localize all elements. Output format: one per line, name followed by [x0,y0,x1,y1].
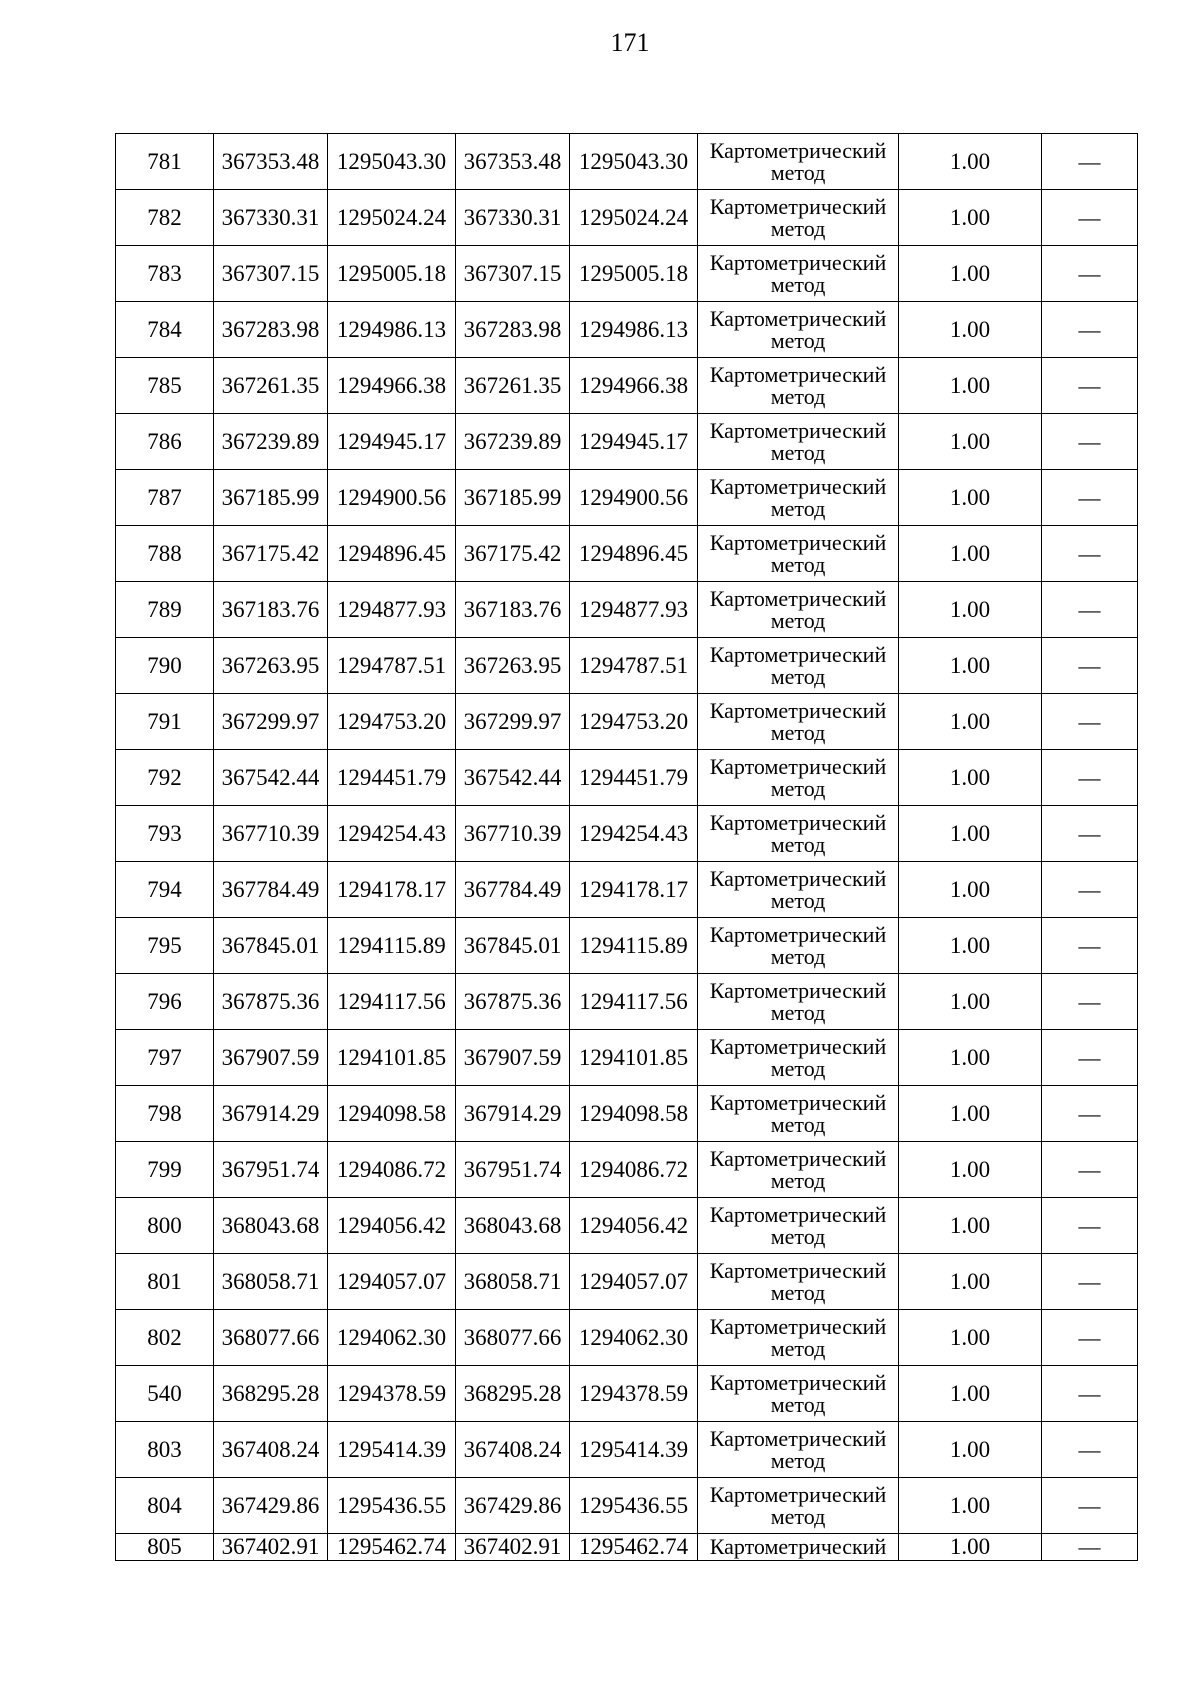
table-row [116,1030,1138,1086]
point-number-cell: 797 [116,1030,214,1086]
note-cell: — [1042,526,1138,582]
x-coordinate-cell: 367845.01 [214,918,328,974]
y-coordinate-cell: 1294115.89 [328,918,456,974]
note-cell: — [1042,302,1138,358]
note-cell: — [1042,806,1138,862]
y-coordinate-cell: 1294451.79 [570,750,698,806]
x-coordinate-cell: 367307.15 [456,246,570,302]
accuracy-cell: 1.00 [899,694,1042,750]
x-coordinate-cell: 368058.71 [456,1254,570,1310]
x-coordinate-cell: 368295.28 [214,1366,328,1422]
table-row [116,806,1138,862]
table-body [116,134,1138,1561]
table-row [116,862,1138,918]
note-cell: — [1042,1422,1138,1478]
note-cell: — [1042,694,1138,750]
method-cell [698,1534,899,1561]
method-cell [698,1254,899,1310]
x-coordinate-cell: 367875.36 [456,974,570,1030]
method-cell [698,1478,899,1534]
x-coordinate-cell: 367283.98 [214,302,328,358]
y-coordinate-cell: 1294117.56 [570,974,698,1030]
note-cell: — [1042,1534,1138,1561]
x-coordinate-cell: 367299.97 [456,694,570,750]
point-number-cell: 789 [116,582,214,638]
point-number-cell: 804 [116,1478,214,1534]
method-cell [698,1422,899,1478]
table-row [116,974,1138,1030]
y-coordinate-cell: 1294945.17 [570,414,698,470]
note-cell: — [1042,1366,1138,1422]
note-cell: — [1042,1030,1138,1086]
note-cell: — [1042,470,1138,526]
point-number-cell: 791 [116,694,214,750]
point-number-cell: 785 [116,358,214,414]
method-line2: метод [770,1112,826,1137]
method-line2: метод [770,328,826,353]
table-row [116,358,1138,414]
point-number-cell: 801 [116,1254,214,1310]
x-coordinate-cell: 368043.68 [456,1198,570,1254]
note-cell: — [1042,358,1138,414]
point-number-cell: 783 [116,246,214,302]
y-coordinate-cell: 1294896.45 [570,526,698,582]
x-coordinate-cell: 367175.42 [214,526,328,582]
method-cell [698,1030,899,1086]
x-coordinate-cell: 367914.29 [214,1086,328,1142]
method-line1: Картометрический [709,362,887,387]
y-coordinate-cell: 1295043.30 [328,134,456,190]
table-row [116,1310,1138,1366]
accuracy-cell: 1.00 [899,190,1042,246]
x-coordinate-cell: 367402.91 [214,1534,328,1561]
accuracy-cell: 1.00 [899,414,1042,470]
note-cell: — [1042,638,1138,694]
note-cell: — [1042,134,1138,190]
x-coordinate-cell: 367239.89 [214,414,328,470]
point-number-cell: 800 [116,1198,214,1254]
x-coordinate-cell: 367845.01 [456,918,570,974]
point-number-cell: 796 [116,974,214,1030]
method-line1: Картометрический [709,306,887,331]
accuracy-cell: 1.00 [899,246,1042,302]
note-cell: — [1042,1478,1138,1534]
method-line1: Картометрический [709,418,887,443]
method-cell [698,526,899,582]
method-line2: метод [770,1000,826,1025]
y-coordinate-cell: 1295043.30 [570,134,698,190]
point-number-cell: 782 [116,190,214,246]
method-line2: метод [770,1168,826,1193]
method-line2: метод [770,1448,826,1473]
method-cell [698,974,899,1030]
point-number-cell: 794 [116,862,214,918]
table-row [116,246,1138,302]
y-coordinate-cell: 1294966.38 [570,358,698,414]
y-coordinate-cell: 1294753.20 [570,694,698,750]
method-line1: Картометрический [709,250,887,275]
method-line2: метод [770,160,826,185]
accuracy-cell: 1.00 [899,862,1042,918]
method-line1: Картометрический [709,1034,887,1059]
accuracy-cell: 1.00 [899,358,1042,414]
method-cell [698,302,899,358]
method-line2: метод [770,384,826,409]
y-coordinate-cell: 1294056.42 [570,1198,698,1254]
point-number-cell: 781 [116,134,214,190]
y-coordinate-cell: 1295462.74 [328,1534,456,1561]
method-line1: Картометрический [709,1534,887,1559]
page-number: 171 [610,28,650,57]
x-coordinate-cell: 367907.59 [214,1030,328,1086]
method-line1: Картометрический [709,474,887,499]
y-coordinate-cell: 1294062.30 [570,1310,698,1366]
method-line2: метод [770,944,826,969]
y-coordinate-cell: 1294787.51 [570,638,698,694]
x-coordinate-cell: 367185.99 [456,470,570,526]
method-line1: Картометрический [709,1426,887,1451]
method-line2: метод [770,832,826,857]
y-coordinate-cell: 1295436.55 [570,1478,698,1534]
method-cell [698,246,899,302]
coordinates-table [115,133,1138,1561]
table-row [116,414,1138,470]
y-coordinate-cell: 1294877.93 [570,582,698,638]
y-coordinate-cell: 1295414.39 [570,1422,698,1478]
method-line2: метод [770,720,826,745]
x-coordinate-cell: 367330.31 [456,190,570,246]
accuracy-cell: 1.00 [899,974,1042,1030]
y-coordinate-cell: 1294896.45 [328,526,456,582]
method-line2: метод [770,888,826,913]
table-row [116,526,1138,582]
method-line2: метод [770,1504,826,1529]
y-coordinate-cell: 1294086.72 [570,1142,698,1198]
y-coordinate-cell: 1294062.30 [328,1310,456,1366]
table-row [116,1422,1138,1478]
method-line1: Картометрический [709,810,887,835]
accuracy-cell: 1.00 [899,1366,1042,1422]
y-coordinate-cell: 1295436.55 [328,1478,456,1534]
method-cell [698,190,899,246]
y-coordinate-cell: 1294378.59 [570,1366,698,1422]
table-row [116,1254,1138,1310]
x-coordinate-cell: 368043.68 [214,1198,328,1254]
method-cell [698,1366,899,1422]
method-line2: метод [770,1280,826,1305]
x-coordinate-cell: 367784.49 [456,862,570,918]
x-coordinate-cell: 367263.95 [214,638,328,694]
y-coordinate-cell: 1295024.24 [570,190,698,246]
y-coordinate-cell: 1294451.79 [328,750,456,806]
accuracy-cell: 1.00 [899,918,1042,974]
method-line1: Картометрический [709,586,887,611]
accuracy-cell: 1.00 [899,1086,1042,1142]
method-cell [698,750,899,806]
y-coordinate-cell: 1295414.39 [328,1422,456,1478]
table-row [116,1142,1138,1198]
x-coordinate-cell: 367402.91 [456,1534,570,1561]
x-coordinate-cell: 367185.99 [214,470,328,526]
method-line1: Картометрический [709,530,887,555]
accuracy-cell: 1.00 [899,1254,1042,1310]
accuracy-cell: 1.00 [899,526,1042,582]
y-coordinate-cell: 1294900.56 [570,470,698,526]
method-line2: метод [770,1056,826,1081]
accuracy-cell: 1.00 [899,1534,1042,1561]
point-number-cell: 790 [116,638,214,694]
x-coordinate-cell: 367307.15 [214,246,328,302]
y-coordinate-cell: 1294098.58 [328,1086,456,1142]
accuracy-cell: 1.00 [899,134,1042,190]
method-line2: метод [770,1224,826,1249]
note-cell: — [1042,1310,1138,1366]
method-line1: Картометрический [709,1202,887,1227]
y-coordinate-cell: 1295005.18 [570,246,698,302]
method-line1: Картометрический [709,1258,887,1283]
method-line1: Картометрический [709,1090,887,1115]
point-number-cell: 805 [116,1534,214,1561]
x-coordinate-cell: 367330.31 [214,190,328,246]
table-row [116,1478,1138,1534]
method-cell [698,918,899,974]
method-line1: Картометрический [709,866,887,891]
table-row [116,750,1138,806]
method-line1: Картометрический [709,642,887,667]
accuracy-cell: 1.00 [899,750,1042,806]
x-coordinate-cell: 367353.48 [456,134,570,190]
y-coordinate-cell: 1294101.85 [328,1030,456,1086]
method-line2: метод [770,664,826,689]
table-row [116,582,1138,638]
point-number-cell: 784 [116,302,214,358]
x-coordinate-cell: 367951.74 [456,1142,570,1198]
table-row [116,1086,1138,1142]
y-coordinate-cell: 1294057.07 [328,1254,456,1310]
x-coordinate-cell: 367239.89 [456,414,570,470]
note-cell: — [1042,246,1138,302]
y-coordinate-cell: 1294254.43 [570,806,698,862]
point-number-cell: 798 [116,1086,214,1142]
table-row [116,134,1138,190]
method-cell [698,862,899,918]
note-cell: — [1042,974,1138,1030]
y-coordinate-cell: 1294787.51 [328,638,456,694]
method-cell [698,806,899,862]
x-coordinate-cell: 367951.74 [214,1142,328,1198]
x-coordinate-cell: 368295.28 [456,1366,570,1422]
table-row [116,190,1138,246]
method-cell [698,1086,899,1142]
note-cell: — [1042,750,1138,806]
y-coordinate-cell: 1294877.93 [328,582,456,638]
point-number-cell: 788 [116,526,214,582]
y-coordinate-cell: 1294086.72 [328,1142,456,1198]
accuracy-cell: 1.00 [899,582,1042,638]
note-cell: — [1042,190,1138,246]
accuracy-cell: 1.00 [899,638,1042,694]
method-cell [698,694,899,750]
y-coordinate-cell: 1294057.07 [570,1254,698,1310]
method-line1: Картометрический [709,754,887,779]
y-coordinate-cell: 1294056.42 [328,1198,456,1254]
x-coordinate-cell: 367784.49 [214,862,328,918]
method-line2: метод [770,440,826,465]
point-number-cell: 793 [116,806,214,862]
y-coordinate-cell: 1294101.85 [570,1030,698,1086]
method-line1: Картометрический [709,194,887,219]
table-row [116,302,1138,358]
table-row [116,1366,1138,1422]
method-cell [698,1142,899,1198]
y-coordinate-cell: 1294178.17 [328,862,456,918]
method-line2: метод [770,552,826,577]
accuracy-cell: 1.00 [899,1198,1042,1254]
method-cell [698,1198,899,1254]
accuracy-cell: 1.00 [899,470,1042,526]
table-row [116,470,1138,526]
x-coordinate-cell: 367261.35 [214,358,328,414]
x-coordinate-cell: 368077.66 [456,1310,570,1366]
x-coordinate-cell: 367914.29 [456,1086,570,1142]
note-cell: — [1042,1198,1138,1254]
method-cell [698,358,899,414]
x-coordinate-cell: 367183.76 [214,582,328,638]
point-number-cell: 803 [116,1422,214,1478]
point-number-cell: 795 [116,918,214,974]
x-coordinate-cell: 367408.24 [214,1422,328,1478]
note-cell: — [1042,1086,1138,1142]
method-cell [698,638,899,694]
x-coordinate-cell: 368077.66 [214,1310,328,1366]
y-coordinate-cell: 1294753.20 [328,694,456,750]
method-line2: метод [770,608,826,633]
table-row [116,1198,1138,1254]
x-coordinate-cell: 367907.59 [456,1030,570,1086]
method-cell [698,470,899,526]
accuracy-cell: 1.00 [899,1478,1042,1534]
y-coordinate-cell: 1294986.13 [570,302,698,358]
table-row [116,694,1138,750]
method-line2: метод [770,1336,826,1361]
method-line1: Картометрический [709,1314,887,1339]
x-coordinate-cell: 367875.36 [214,974,328,1030]
x-coordinate-cell: 367542.44 [214,750,328,806]
y-coordinate-cell: 1294986.13 [328,302,456,358]
method-line2: метод [770,1392,826,1417]
accuracy-cell: 1.00 [899,806,1042,862]
method-line1: Картометрический [709,1370,887,1395]
x-coordinate-cell: 367542.44 [456,750,570,806]
y-coordinate-cell: 1294117.56 [328,974,456,1030]
accuracy-cell: 1.00 [899,1142,1042,1198]
method-line1: Картометрический [709,138,887,163]
table-row [116,918,1138,974]
method-cell [698,134,899,190]
y-coordinate-cell: 1295005.18 [328,246,456,302]
x-coordinate-cell: 367353.48 [214,134,328,190]
method-line1: Картометрический [709,1482,887,1507]
x-coordinate-cell: 367183.76 [456,582,570,638]
note-cell: — [1042,1254,1138,1310]
x-coordinate-cell: 367261.35 [456,358,570,414]
y-coordinate-cell: 1294378.59 [328,1366,456,1422]
x-coordinate-cell: 368058.71 [214,1254,328,1310]
method-line2: метод [770,272,826,297]
method-cell [698,1310,899,1366]
accuracy-cell: 1.00 [899,1030,1042,1086]
method-line1: Картометрический [709,698,887,723]
method-line2: метод [770,776,826,801]
y-coordinate-cell: 1295462.74 [570,1534,698,1561]
x-coordinate-cell: 367710.39 [214,806,328,862]
y-coordinate-cell: 1294945.17 [328,414,456,470]
note-cell: — [1042,918,1138,974]
y-coordinate-cell: 1294254.43 [328,806,456,862]
y-coordinate-cell: 1294900.56 [328,470,456,526]
x-coordinate-cell: 367710.39 [456,806,570,862]
accuracy-cell: 1.00 [899,1310,1042,1366]
table-row [116,638,1138,694]
x-coordinate-cell: 367429.86 [214,1478,328,1534]
note-cell: — [1042,1142,1138,1198]
method-line1: Картометрический [709,978,887,1003]
point-number-cell: 786 [116,414,214,470]
point-number-cell: 792 [116,750,214,806]
point-number-cell: 802 [116,1310,214,1366]
y-coordinate-cell: 1295024.24 [328,190,456,246]
x-coordinate-cell: 367429.86 [456,1478,570,1534]
method-cell [698,414,899,470]
accuracy-cell: 1.00 [899,302,1042,358]
method-cell [698,582,899,638]
y-coordinate-cell: 1294178.17 [570,862,698,918]
note-cell: — [1042,414,1138,470]
y-coordinate-cell: 1294966.38 [328,358,456,414]
point-number-cell: 787 [116,470,214,526]
y-coordinate-cell: 1294115.89 [570,918,698,974]
x-coordinate-cell: 367299.97 [214,694,328,750]
y-coordinate-cell: 1294098.58 [570,1086,698,1142]
x-coordinate-cell: 367408.24 [456,1422,570,1478]
table-row [116,1534,1138,1561]
method-line1: Картометрический [709,1146,887,1171]
method-line1: Картометрический [709,922,887,947]
point-number-cell: 799 [116,1142,214,1198]
note-cell: — [1042,582,1138,638]
x-coordinate-cell: 367175.42 [456,526,570,582]
point-number-cell: 540 [116,1366,214,1422]
method-line2: метод [770,496,826,521]
x-coordinate-cell: 367263.95 [456,638,570,694]
accuracy-cell: 1.00 [899,1422,1042,1478]
method-line2: метод [770,216,826,241]
note-cell: — [1042,862,1138,918]
x-coordinate-cell: 367283.98 [456,302,570,358]
